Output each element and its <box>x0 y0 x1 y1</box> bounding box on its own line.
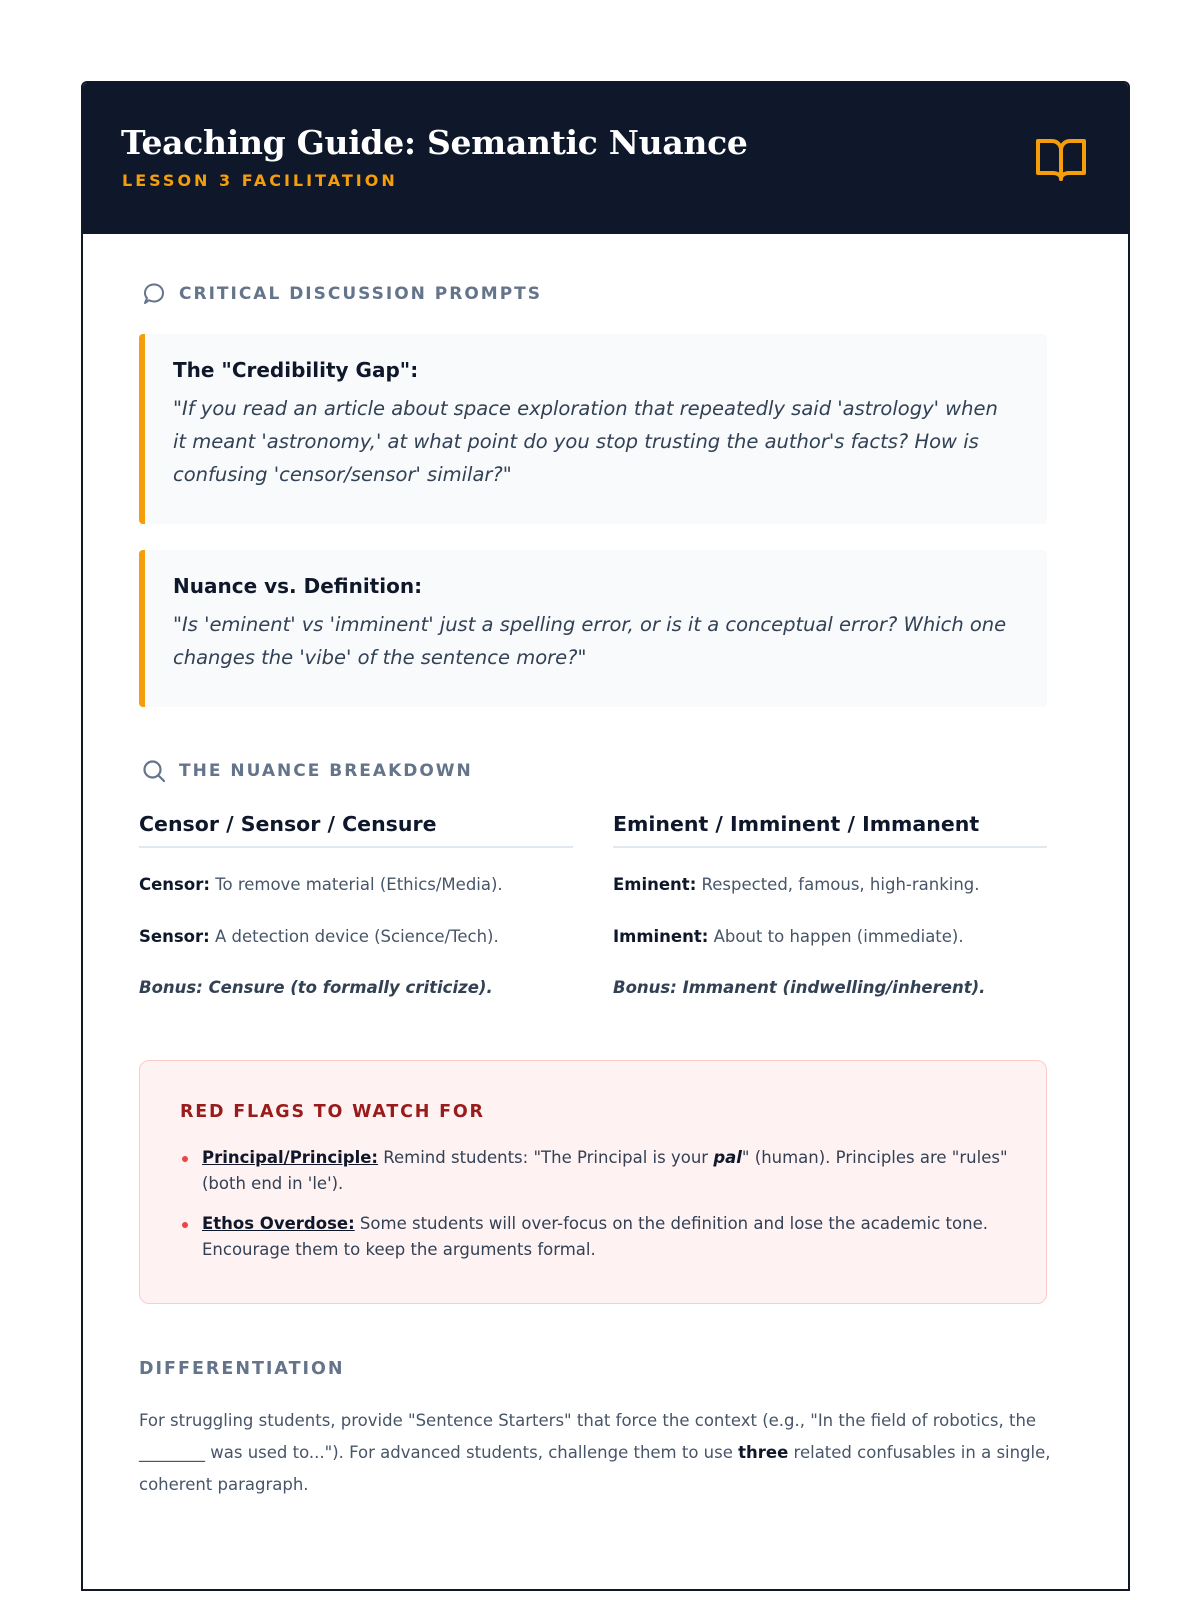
flag-text: Some students will over-focus on the definition and lose the academic tone. Encourage them to keep the arguments formal. <box>202 1214 988 1259</box>
breakdown-heading-label: THE NUANCE BREAKDOWN <box>179 761 473 781</box>
bullet-dot <box>182 1156 188 1162</box>
discussion-heading-label: CRITICAL DISCUSSION PROMPTS <box>179 284 543 304</box>
message-circle-icon <box>141 281 167 307</box>
definition-text: Respected, famous, high-ranking. <box>696 875 980 894</box>
card-header <box>83 83 1128 234</box>
breakdown-column <box>613 812 1047 997</box>
definition-term: Imminent: <box>613 927 709 946</box>
red-flags-callout <box>139 1060 1047 1304</box>
column-title: Eminent / Imminent / Immanent <box>613 812 1047 848</box>
definition-term: Sensor: <box>139 927 210 946</box>
discussion-prompt-card <box>139 550 1047 707</box>
red-flag-item <box>202 1211 1012 1263</box>
definition-item <box>613 927 964 946</box>
flag-text: Remind students: "The Principal is your <box>378 1148 714 1167</box>
flag-term: Principal/Principle: <box>202 1148 379 1167</box>
search-icon <box>141 758 167 784</box>
definition-text: To remove material (Ethics/Media). <box>209 875 503 894</box>
lesson-subtitle: LESSON 3 FACILITATION <box>122 171 398 190</box>
definition-item <box>139 927 499 946</box>
definition-text: A detection device (Science/Tech). <box>209 927 499 946</box>
differentiation-heading: DIFFERENTIATION <box>139 1359 345 1379</box>
bullet-dot <box>182 1222 188 1228</box>
breakdown-section-heading <box>141 757 473 785</box>
red-flag-item <box>202 1145 1012 1197</box>
book-open-icon <box>1035 135 1087 183</box>
definition-item <box>139 875 503 894</box>
prompt-title: Nuance vs. Definition: <box>173 574 423 598</box>
flag-term: Ethos Overdose: <box>202 1214 355 1233</box>
differentiation-emphasis: three <box>738 1443 789 1462</box>
red-flags-heading: RED FLAGS TO WATCH FOR <box>180 1102 485 1122</box>
discussion-section-heading <box>141 280 542 308</box>
prompt-quote: "If you read an article about space exploration that repeatedly said 'astrology' when it meant 'astronomy,' at what point do you stop trusting the author's facts? How is confusing 'censor/sensor' similar?" <box>173 397 998 486</box>
differentiation-text <box>139 1405 1057 1501</box>
discussion-prompt-card <box>139 334 1047 524</box>
bonus-definition: Bonus: Censure (to formally criticize). <box>139 978 493 997</box>
definition-item <box>613 875 980 894</box>
teaching-guide-card <box>81 81 1130 1591</box>
definition-term: Censor: <box>139 875 210 894</box>
page-title: Teaching Guide: Semantic Nuance <box>121 123 748 162</box>
differentiation-text-end: related confusables in a single, coherent paragraph. <box>139 1443 1051 1494</box>
bonus-definition: Bonus: Immanent (indwelling/inherent). <box>613 978 986 997</box>
flag-text-end: " (human). Principles are "rules" (both end in 'le'). <box>202 1148 1008 1193</box>
definition-term: Eminent: <box>613 875 697 894</box>
differentiation-text-start: For struggling students, provide "Sentence Starters" that force the context (e.g., "In the field of robotics, the ________ was used to..."). For advanced students, challenge them to use <box>139 1411 1037 1462</box>
prompt-title: The "Credibility Gap": <box>173 358 419 382</box>
definition-text: About to happen (immediate). <box>708 927 964 946</box>
prompt-quote: "Is 'eminent' vs 'imminent' just a spelling error, or is it a conceptual error? Which one changes the 'vibe' of the sentence more?" <box>173 613 1007 669</box>
column-title: Censor / Sensor / Censure <box>139 812 573 848</box>
breakdown-column <box>139 812 573 997</box>
flag-emphasis: pal <box>713 1148 742 1167</box>
